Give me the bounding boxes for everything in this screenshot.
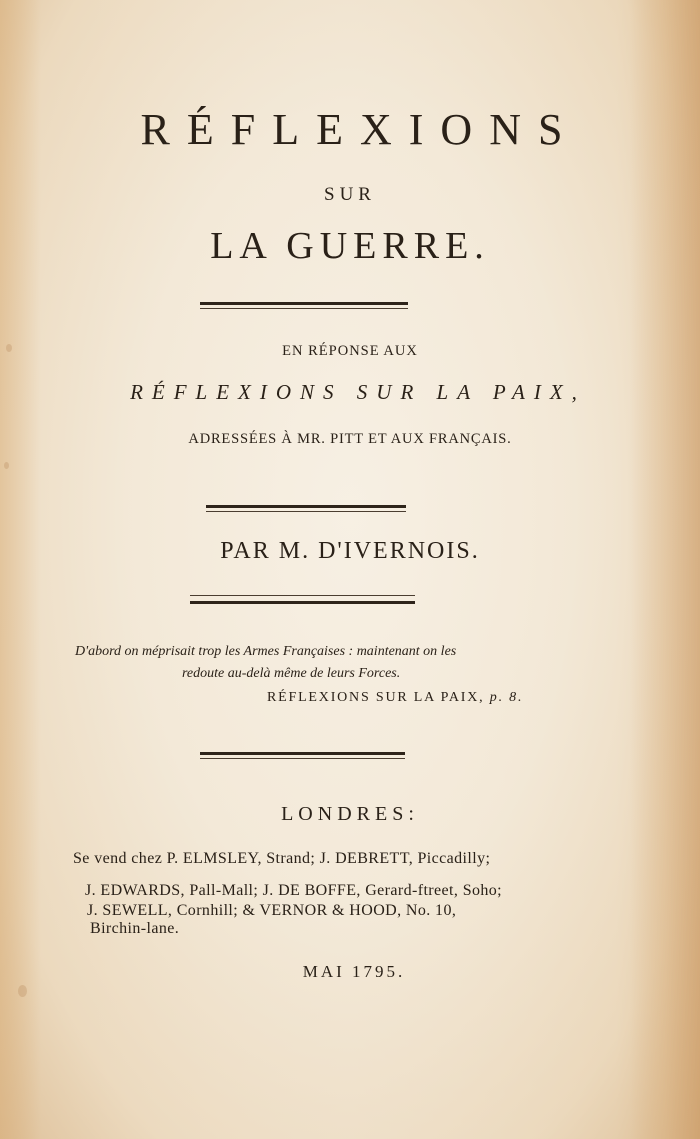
foxing-spot — [4, 462, 9, 469]
title-la-guerre: LA GUERRE. — [210, 225, 490, 267]
epigraph-line-2: redoute au-delà même de leurs Forces. — [182, 666, 401, 681]
title-reflexions: RÉFLEXIONS — [140, 105, 580, 154]
subtitle-reflexions-sur-la-paix: RÉFLEXIONS SUR LA PAIX, — [130, 380, 586, 404]
subtitle-en-reponse: EN RÉPONSE AUX — [282, 343, 418, 359]
foxing-spot — [18, 985, 27, 997]
rule-1 — [200, 302, 408, 311]
epigraph-line-1: D'abord on méprisait trop les Armes Françaises : maintenant on les — [75, 644, 457, 659]
imprint-line-4: Birchin-lane. — [90, 920, 180, 937]
rule-2 — [206, 505, 406, 514]
imprint-line-3: J. SEWELL, Cornhill; & VERNOR & HOOD, No. 10, — [87, 902, 457, 919]
epigraph-source — [267, 690, 523, 706]
title-sur: SUR — [324, 184, 376, 205]
subtitle-adressees: ADRESSÉES À MR. PITT ET AUX FRANÇAIS. — [188, 431, 512, 447]
rule-3 — [190, 595, 415, 604]
imprint-line-2: J. EDWARDS, Pall-Mall; J. DE BOFFE, Gerard-ftreet, Soho; — [85, 882, 503, 899]
rule-4 — [200, 752, 405, 761]
epigraph-source-title: RÉFLEXIONS SUR LA PAIX, — [267, 690, 485, 705]
imprint-line-1: Se vend chez P. ELMSLEY, Strand; J. DEBRETT, Piccadilly; — [73, 850, 491, 867]
imprint-city: LONDRES: — [281, 803, 419, 825]
author-line: PAR M. D'IVERNOIS. — [220, 538, 480, 564]
epigraph-page-ref: p. 8. — [489, 690, 524, 705]
imprint-date: MAI 1795. — [302, 962, 406, 981]
